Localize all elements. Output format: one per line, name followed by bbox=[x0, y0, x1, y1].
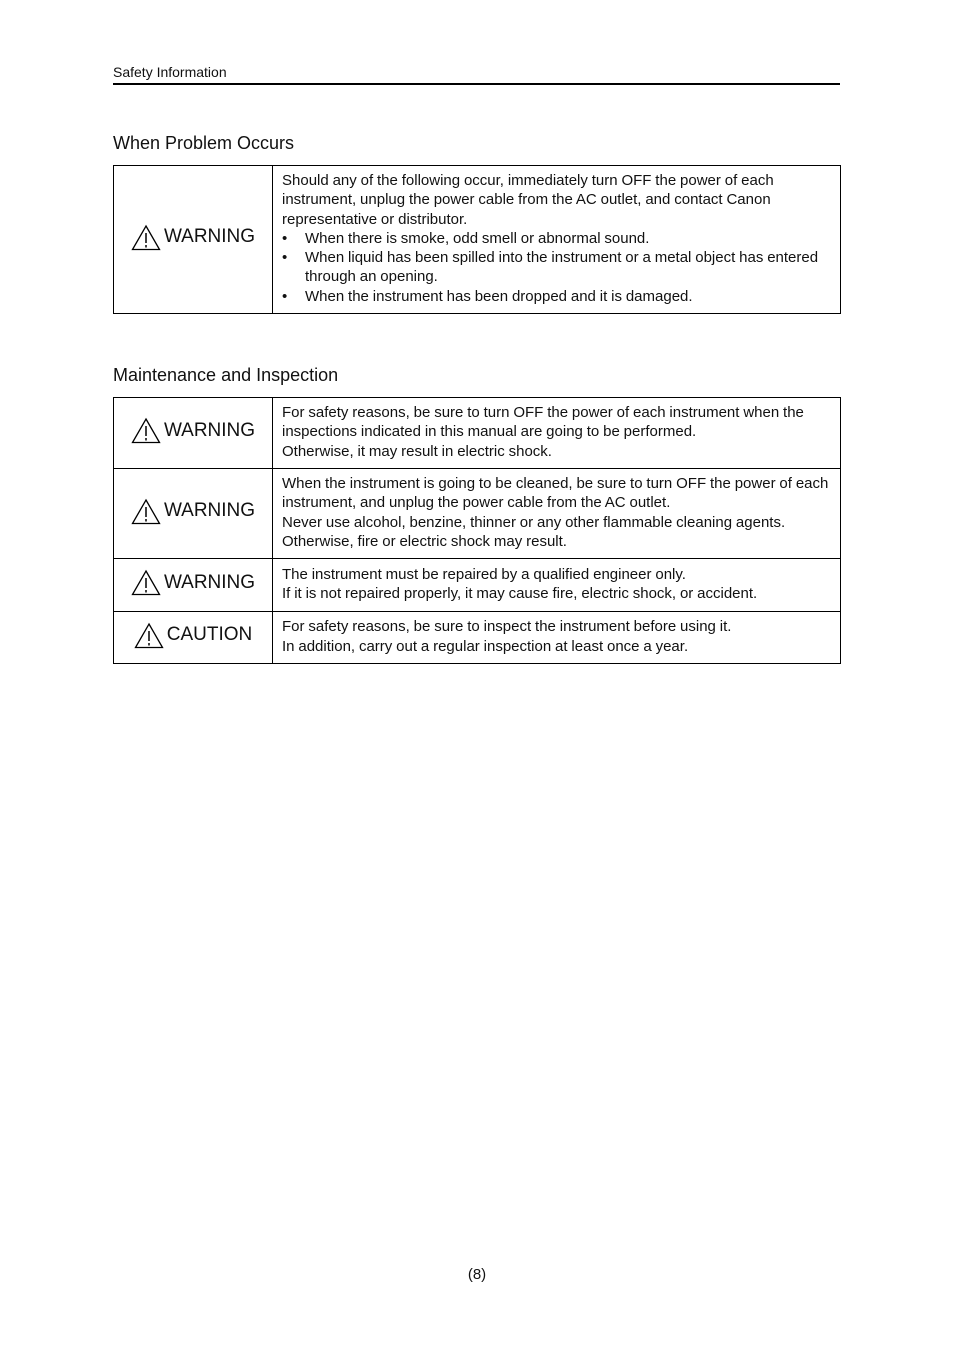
warning-triangle-icon bbox=[131, 224, 161, 251]
text-line: For safety reasons, be sure to inspect the instrument before using it. bbox=[282, 618, 732, 636]
label-text: WARNING bbox=[163, 571, 256, 593]
text-cell bbox=[273, 612, 841, 664]
text-cell bbox=[273, 469, 841, 559]
text-line: Never use alcohol, benzine, thinner or any other flammable cleaning agents. bbox=[282, 513, 786, 531]
section-title-when-problem-occurs: When Problem Occurs bbox=[113, 133, 295, 153]
problem-occurs-table bbox=[113, 165, 841, 314]
warning-triangle-icon bbox=[131, 569, 161, 596]
table-row bbox=[114, 166, 841, 314]
table-row bbox=[114, 612, 841, 664]
page-number: (8) bbox=[467, 1266, 487, 1283]
text-line: Otherwise, fire or electric shock may result. bbox=[282, 532, 567, 550]
caution-label bbox=[134, 622, 253, 649]
maintenance-table bbox=[113, 397, 841, 664]
label-cell bbox=[114, 559, 273, 612]
warning-triangle-icon bbox=[134, 622, 164, 649]
text-cell bbox=[273, 166, 841, 314]
warning-triangle-icon bbox=[131, 417, 161, 444]
text-line: Otherwise, it may result in electric shock. bbox=[282, 442, 552, 460]
table-row bbox=[114, 559, 841, 612]
warning-label bbox=[131, 417, 255, 444]
warning-label bbox=[131, 224, 255, 251]
list-item: • When the instrument has been dropped and it is damaged. bbox=[282, 287, 830, 306]
section-title-maintenance-and-inspection: Maintenance and Inspection bbox=[113, 365, 339, 385]
warning-triangle-icon bbox=[131, 498, 161, 525]
warning-label bbox=[131, 498, 255, 525]
text-line: In addition, carry out a regular inspection at least once a year. bbox=[282, 637, 689, 655]
text-line: The instrument must be repaired by a qualified engineer only. bbox=[282, 565, 686, 583]
label-cell bbox=[114, 612, 273, 664]
table-row bbox=[114, 398, 841, 469]
list-item: • When there is smoke, odd smell or abnormal sound. bbox=[282, 229, 830, 248]
label-cell bbox=[114, 469, 273, 559]
label-text: CAUTION bbox=[166, 624, 253, 646]
label-text: WARNING bbox=[163, 500, 256, 522]
text-cell bbox=[273, 398, 841, 469]
list-item: • When liquid has been spilled into the instrument or a metal object has entered through an opening. bbox=[282, 248, 830, 287]
text-line: For safety reasons, be sure to turn OFF the power of each instrument when the inspections indicated in this manual are going to be performed. bbox=[282, 404, 804, 441]
warning-label bbox=[131, 569, 255, 596]
table-row bbox=[114, 469, 841, 559]
text-line: If it is not repaired properly, it may cause fire, electric shock, or accident. bbox=[282, 585, 758, 603]
text-line: When the instrument is going to be cleaned, be sure to turn OFF the power of each instrument, and unplug the power cable from the AC outlet. bbox=[282, 475, 829, 512]
label-text: WARNING bbox=[163, 226, 256, 248]
label-cell bbox=[114, 398, 273, 469]
label-cell bbox=[114, 166, 273, 314]
bullet-list bbox=[282, 229, 830, 306]
label-text: WARNING bbox=[163, 419, 256, 441]
running-header: Safety Information bbox=[113, 64, 840, 85]
warning-text: Should any of the following occur, immediately turn OFF the power of each instrument, unplug the power cable from the AC outlet, and contact Canon representative or distributor. bbox=[282, 172, 774, 228]
text-cell bbox=[273, 559, 841, 612]
